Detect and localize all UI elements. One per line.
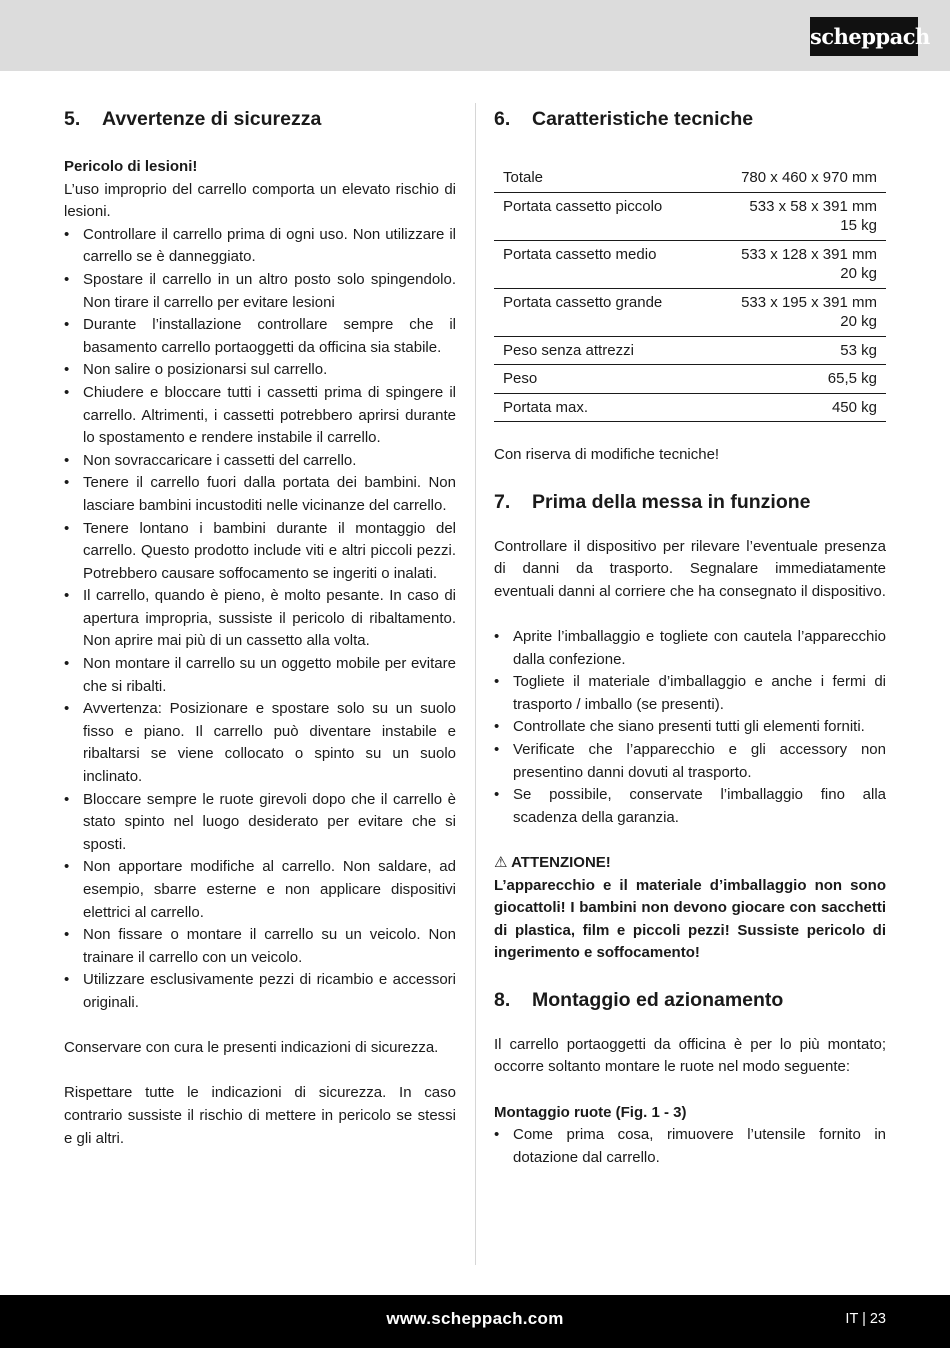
reserve-note: Con riserva di modifiche tecniche! [494,446,720,463]
spec-value-primary: 533 x 128 x 391 mm [741,245,877,263]
list-item: • Il carrello, quando è pieno, è molto pesante. In caso di apertura impropria, sussiste il pericolo di ribaltamento. Non aprire mai più di un cassetto alla volta. [64,585,456,653]
list-item: • Aprite l’imballaggio e togliete con cautela l’apparecchio dalla confezione. [494,626,886,671]
wheel-title: Montaggio ruote (Fig. 1 - 3) [494,1103,687,1121]
list-item: • Chiudere e bloccare tutti i cassetti prima di spingere il carrello. Altrimenti, i cassetti potrebbero aprirsi durante lo spostamento e rendere instabile il carrello. [64,382,456,450]
page-number: IT | 23 [845,1311,886,1327]
wheel-list [494,1124,886,1169]
list-item: • Non salire o posizionarsi sul carrello. [64,359,456,382]
spec-label: Peso senza attrezzi [494,336,704,365]
spec-value-primary: 450 kg [831,398,877,416]
spec-value-secondary: 15 kg [840,217,877,234]
brand-logo: scheppach [810,17,918,56]
spec-value-primary: 53 kg [840,341,877,359]
spec-heading: 6. Caratteristiche tecniche [494,108,754,130]
list-item: • Spostare il carrello in un altro posto solo spingendolo. Non tirare il carrello per evitare lesioni [64,269,456,314]
spec-value [704,393,886,422]
spec-value-primary: 533 x 195 x 391 mm [741,293,877,311]
warning-title: ⚠ ATTENZIONE! [494,853,611,871]
list-item: • Controllate che siano presenti tutti gli elementi forniti. [494,716,886,739]
warning-icon: ⚠ [494,853,508,871]
table-row [494,393,886,422]
list-item: • Controllare il carrello prima di ogni uso. Non utilizzare il carrello se è danneggiato. [64,224,456,269]
right-column [494,106,886,1169]
spec-value-primary: 533 x 58 x 391 mm [749,197,877,215]
list-item: • Tenere il carrello fuori dalla portata dei bambini. Non lasciare bambini incustoditi nelle vicinanze del carrello. [64,472,456,517]
spec-value-secondary: 20 kg [840,313,877,330]
website-link[interactable]: www.scheppach.com [386,1309,564,1328]
danger-text: L’uso improprio del carrello comporta un elevato rischio di lesioni. [64,180,456,221]
list-item: • Non sovraccaricare i cassetti del carrello. [64,450,456,473]
spec-value [704,240,886,288]
list-item: • Come prima cosa, rimuovere l’utensile fornito in dotazione dal carrello. [494,1124,886,1169]
list-item: • Togliete il materiale d’imballaggio e anche i fermi di trasporto / imballo (se presenti). [494,671,886,716]
prep-heading: 7. Prima della messa in funzione [494,490,811,513]
list-item: • Verificate che l’apparecchio e gli accessory non presentino danni dovuti al trasporto. [494,739,886,784]
safety-heading: 5. Avvertenze di sicurezza [64,108,322,130]
prep-list [494,626,886,829]
spec-value-secondary: 20 kg [840,265,877,282]
spec-label: Peso [494,365,704,394]
prep-text: Controllare il dispositivo per rilevare l’eventuale presenza di danni da trasporto. Segnalare immediatamente eventuali danni al corriere che ha consegnato il dispositivo. [494,537,886,600]
table-row [494,365,886,394]
spec-value [704,288,886,336]
list-item: • Utilizzare esclusivamente pezzi di ricambio e accessori originali. [64,969,456,1014]
spec-value-primary: 65,5 kg [827,370,877,387]
left-column [64,106,456,1150]
spec-value [704,336,886,365]
column-divider [475,103,476,1265]
spec-label: Portata cassetto medio [494,240,704,288]
spec-label: Portata cassetto piccolo [494,192,704,240]
list-item: • Non apportare modifiche al carrello. Non saldare, ad esempio, sbarre esterne e non applicare dispositivi elettrici al carrello. [64,856,456,924]
spec-value-primary: 780 x 460 x 970 mm [741,169,877,186]
table-row [494,288,886,336]
list-item: • Tenere lontano i bambini durante il montaggio del carrello. Questo prodotto include viti e altri piccoli pezzi. Potrebbero causare soffocamento se ingeriti o inalati. [64,518,456,586]
respect-text: Rispettare tutte le indicazioni di sicurezza. In caso contrario sussiste il rischio di mettere in pericolo se stessi e gli altri. [64,1084,456,1147]
warning-text: L’apparecchio e il materiale d’imballaggio non sono giocattoli! I bambini non devono giocare con sacchetti di plastica, film e piccoli pezzi! Sussiste pericolo di ingerimento e soffocamento! [494,876,886,962]
table-row [494,164,886,192]
list-item: • Avvertenza: Posizionare e spostare solo su un suolo fisso e piano. Il carrello può diventare instabile e ribaltarsi se viene collocato o spinto su un suolo inclinato. [64,698,456,788]
list-item: • Non montare il carrello su un oggetto mobile per evitare che si ribalti. [64,653,456,698]
footer-bar [0,1295,950,1348]
spec-label: Portata cassetto grande [494,288,704,336]
spec-value [704,164,886,192]
list-item: • Durante l’installazione controllare sempre che il basamento carrello portaoggetti da officina sia stabile. [64,314,456,359]
spec-table [494,164,886,422]
spec-value [704,192,886,240]
list-item: • Bloccare sempre le ruote girevoli dopo che il carrello è stato spinto nel luogo desiderato per evitare che si sposti. [64,789,456,857]
table-row [494,336,886,365]
spec-label: Portata max. [494,393,704,422]
mount-heading: 8. Montaggio ed azionamento [494,988,784,1011]
safety-list [64,224,456,1015]
spec-value [704,365,886,394]
list-item: • Non fissare o montare il carrello su un veicolo. Non trainare il carrello con un veicolo. [64,924,456,969]
list-item: • Se possibile, conservate l’imballaggio fino alla scadenza della garanzia. [494,784,886,829]
spec-label: Totale [494,164,704,192]
header-bar [0,0,950,71]
table-row [494,240,886,288]
table-row [494,192,886,240]
mount-text: Il carrello portaoggetti da officina è per lo più montato; occorre soltanto montare le ruote nel modo seguente: [494,1035,886,1076]
keep-text: Conservare con cura le presenti indicazioni di sicurezza. [64,1039,439,1057]
danger-title: Pericolo di lesioni! [64,158,198,175]
